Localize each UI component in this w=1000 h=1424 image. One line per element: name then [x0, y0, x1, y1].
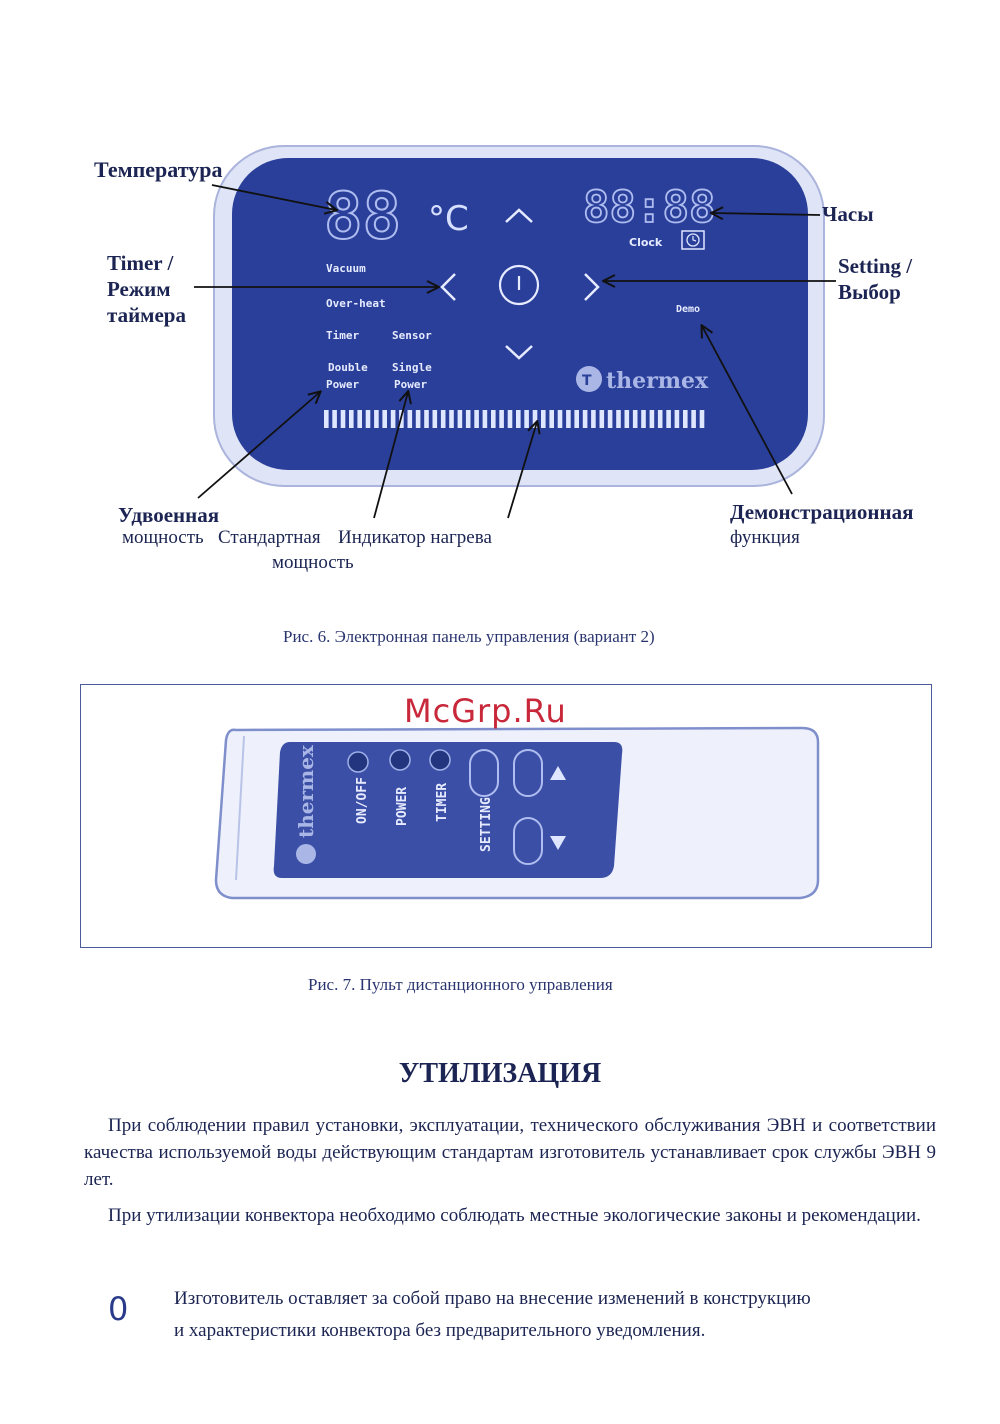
clock-label: Clock [629, 236, 663, 249]
timer-label: TIMER [435, 782, 450, 822]
figure7-caption: Рис. 7. Пульт дистанционного управления [308, 975, 613, 994]
on-off-button[interactable] [348, 752, 368, 772]
demo-callout-line1: Демонстрационная [730, 500, 914, 524]
watermark: McGrp.Ru [404, 692, 567, 730]
double-power-callout-line2: мощность [122, 527, 204, 548]
timer-callout-line1: Timer / [107, 251, 174, 275]
up-button[interactable] [514, 750, 542, 796]
figure6-caption: Рис. 6. Электронная панель управления (вариант 2) [283, 627, 655, 646]
temperature-unit: °C [428, 199, 469, 239]
demo-callout-line2: функция [730, 527, 800, 548]
heat-indicator-callout: Индикатор нагрева [338, 527, 492, 548]
standard-power-callout-line2: мощность [272, 552, 354, 573]
setting-label: SETTING [479, 797, 494, 852]
vacuum-indicator: Vacuum [326, 262, 366, 275]
paragraph-1: При соблюдении правил установки, эксплуатации, технического обслуживания ЭВН и соответствии качества используемой воды действующим стандартам изготовитель устанавливает срок службы ЭВН 9 лет. [84, 1115, 936, 1190]
clock-callout: Часы [822, 202, 874, 226]
note-line-1: Изготовитель оставляет за собой право на внесение изменений в конструкцию [174, 1288, 811, 1309]
temperature-display: 88 [324, 180, 402, 254]
timer-callout-line3: таймера [107, 303, 186, 327]
temperature-callout: Температура [94, 157, 223, 182]
svg-text:thermex: thermex [294, 745, 318, 838]
power-button-remote[interactable] [390, 750, 410, 770]
double-power-callout-line1: Удвоенная [118, 503, 220, 527]
svg-text:thermex: thermex [606, 368, 709, 394]
single-power-indicator-line2: Power [394, 378, 428, 391]
overheat-indicator: Over-heat [326, 297, 386, 310]
clock-display: 88:88 [583, 182, 716, 233]
timer-button-remote[interactable] [430, 750, 450, 770]
sensor-indicator: Sensor [392, 329, 432, 342]
on-off-label: ON/OFF [355, 777, 370, 824]
svg-text:T: T [582, 373, 592, 389]
down-button[interactable] [514, 818, 542, 864]
setting-button[interactable] [470, 750, 498, 796]
timer-callout-line2: Режим [107, 277, 171, 301]
single-power-indicator-line1: Single [392, 361, 432, 374]
timer-indicator: Timer [326, 329, 360, 342]
paragraph-2: При утилизации конвектора необходимо соблюдать местные экологические законы и рекомендации. [108, 1205, 921, 1226]
note-line-2: и характеристики конвектора без предварительного уведомления. [174, 1320, 706, 1341]
power-label: POWER [395, 786, 410, 826]
double-power-indicator-line1: Double [328, 361, 368, 374]
setting-callout-line1: Setting / [838, 254, 913, 278]
note-icon: 0 [108, 1290, 129, 1328]
section-title: УТИЛИЗАЦИЯ [398, 1058, 602, 1089]
standard-power-callout-line1: Стандартная [218, 527, 321, 548]
double-power-indicator-line2: Power [326, 378, 360, 391]
demo-indicator: Demo [676, 304, 701, 315]
setting-callout-line2: Выбор [838, 280, 901, 304]
